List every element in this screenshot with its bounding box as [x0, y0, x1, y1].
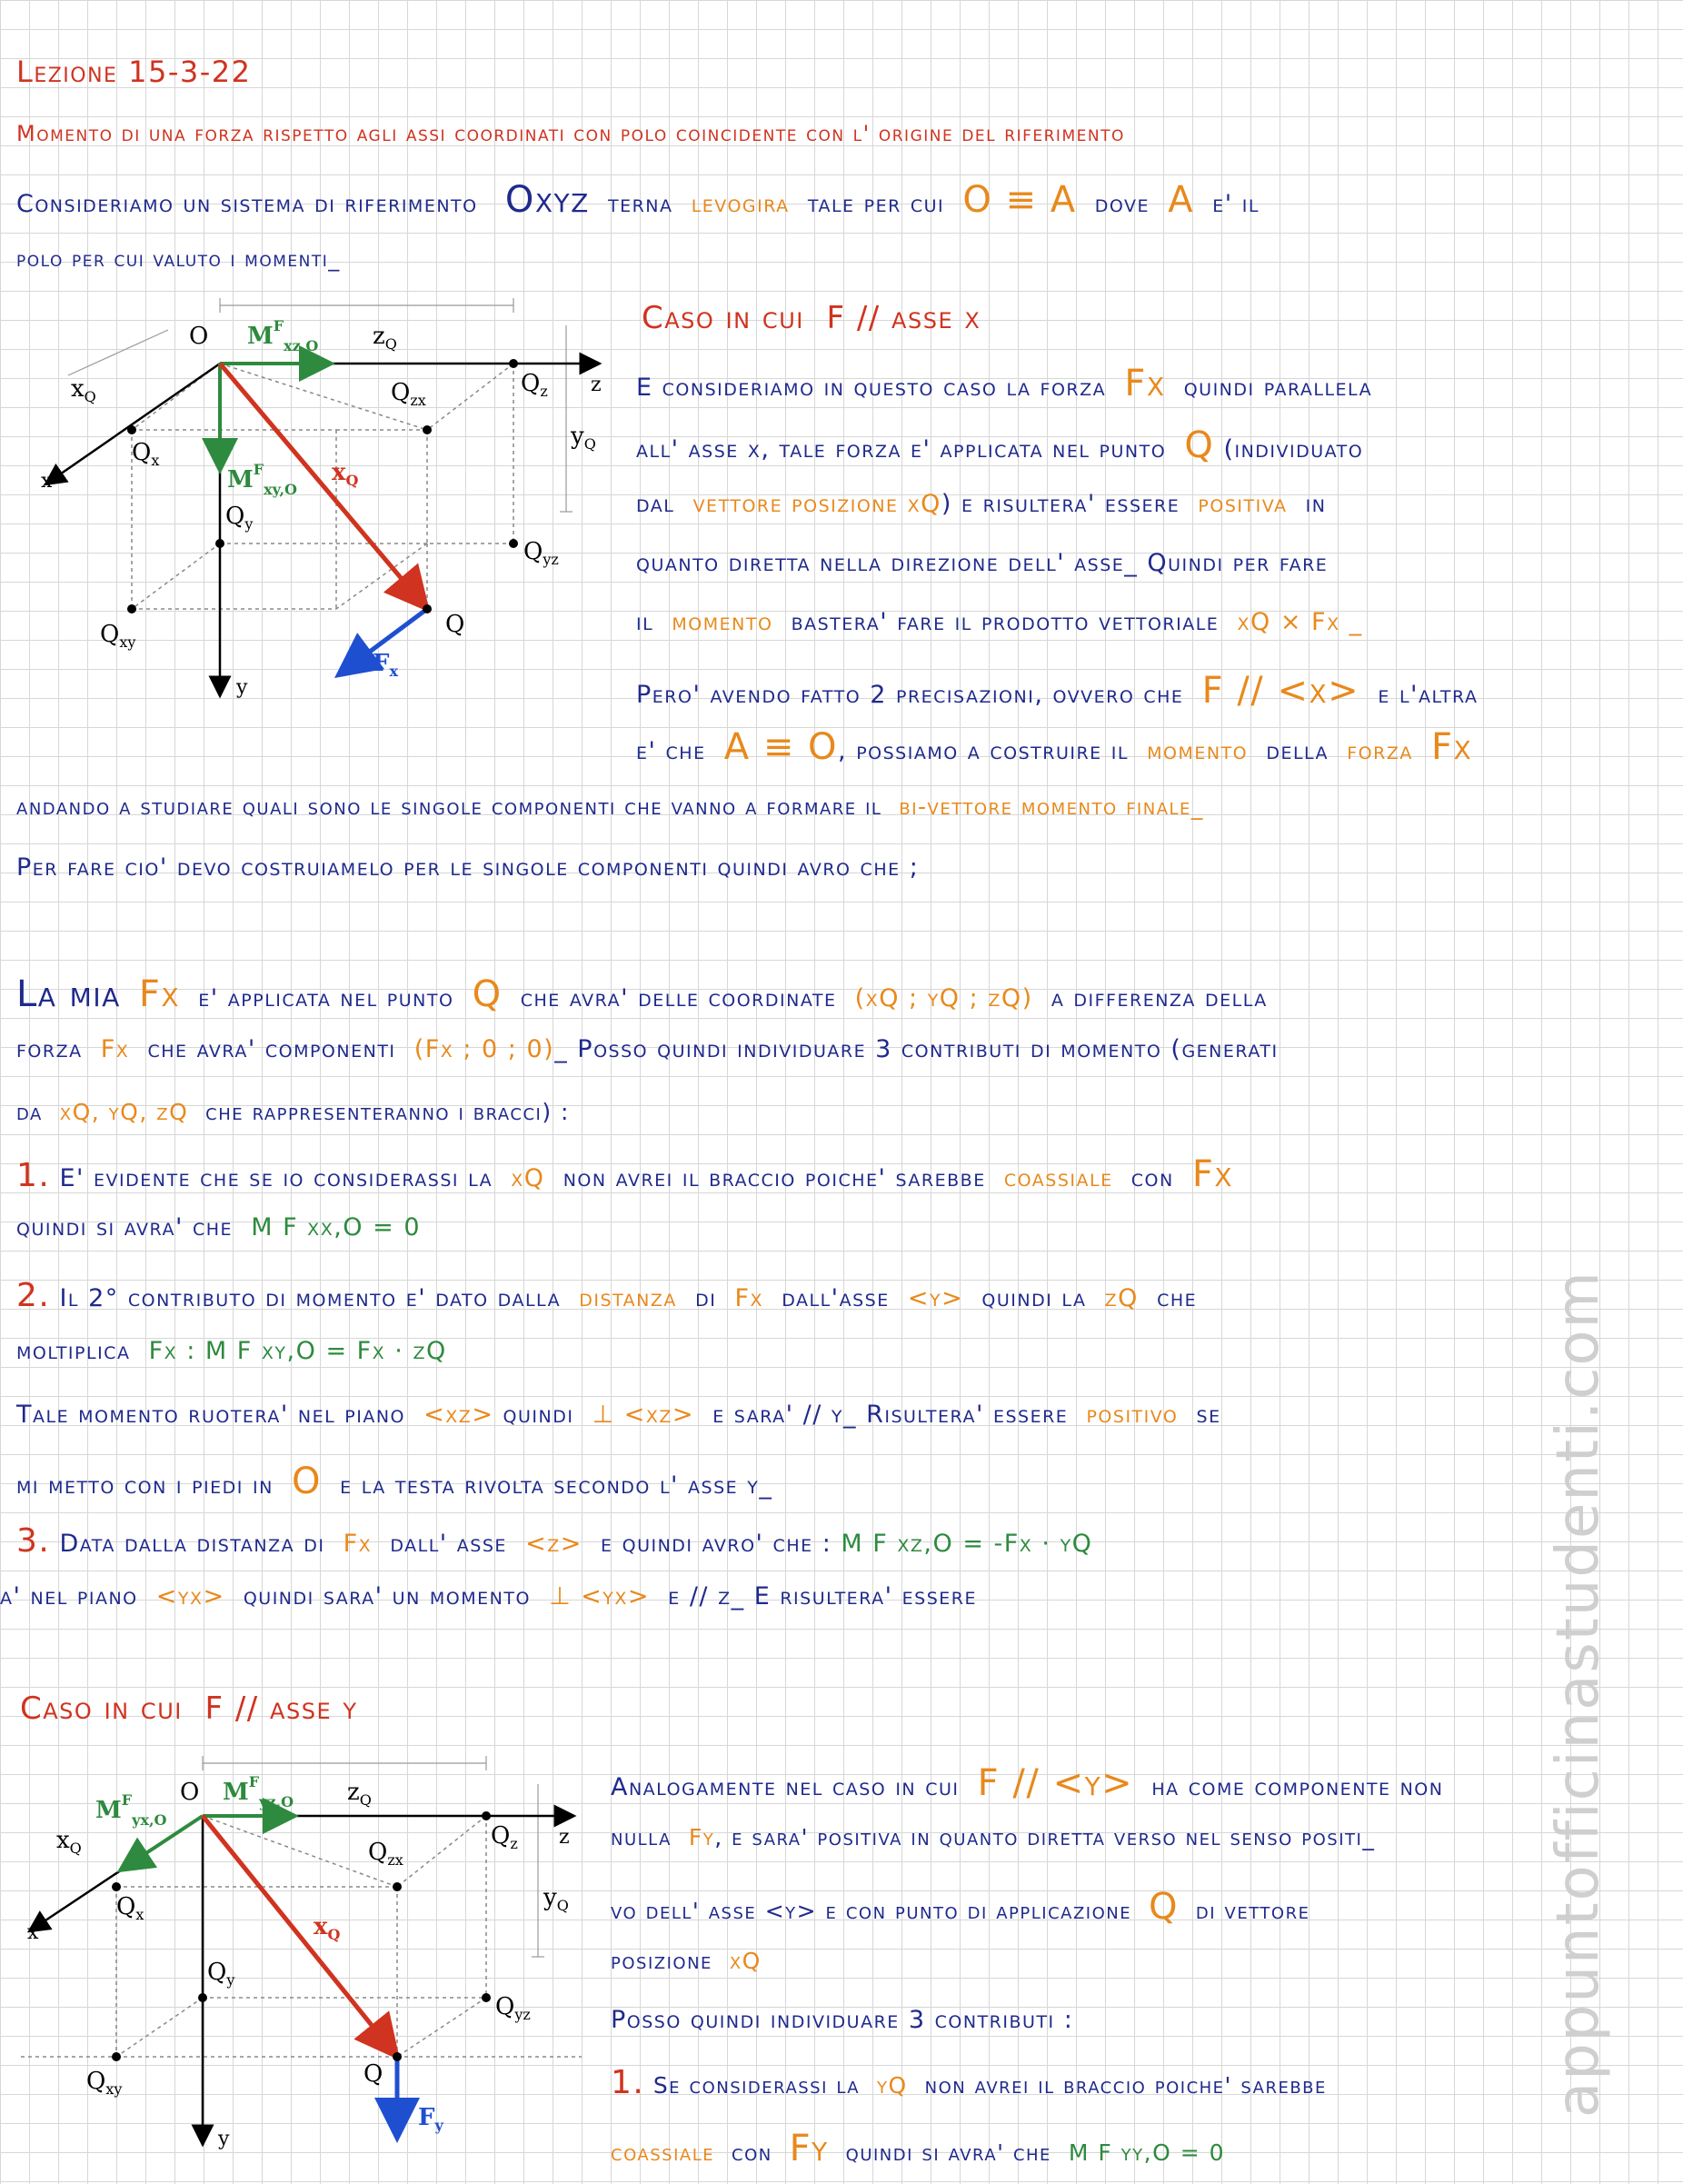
label-qx-2: $Q_x$: [116, 1893, 144, 1923]
label-force-y: $F_y$: [418, 2104, 443, 2134]
label-zq-2: $z_Q$: [347, 1779, 372, 1809]
body-line-2: forza Fx che avra' componenti (Fx ; 0 ; 0)_ Posso quindi individuare 3 contributi di momento (generati: [16, 1035, 1279, 1063]
label-qxy: $Q_{xy}$: [100, 621, 136, 651]
figure-force-parallel-x: [18, 289, 618, 703]
label-qz: $Q_z$: [521, 370, 548, 400]
label-xq: $x_Q$: [71, 375, 96, 405]
case-y-line-4: posizione xQ: [611, 1948, 762, 1974]
label-qz-2: $Q_z$: [491, 1822, 518, 1852]
label-q-2: Q: [363, 2060, 383, 2088]
label-moment-yx: $M^F_{yx,O}$: [95, 1791, 167, 1829]
item-2-line-1: 2. Il 2° contributo di momento e' dato dalla distanza di Fx dall'asse <y> quindi la zQ che: [16, 1277, 1198, 1314]
case-x-line-1: E consideriamo in questo caso la forza Fx quindi parallela: [636, 363, 1373, 404]
label-y-axis: y: [236, 676, 248, 699]
intro-line-1: Consideriamo un sistema di riferimento Oxyz terna levogira tale per cui O ≡ A dove A e' il: [16, 179, 1260, 221]
label-origin: O: [189, 323, 209, 350]
case-x-line-6: Pero' avendo fatto 2 precisazioni, ovvero che F // <x> e l'altra: [636, 670, 1479, 712]
label-position-vector: $x_Q$: [332, 459, 359, 489]
item-2-line-3: Tale momento ruotera' nel piano <xz> quindi ⊥ <xz> e sara' // y_ Risultera' essere positivo se: [16, 1401, 1221, 1429]
case-y-line-2: nulla Fy, e sara' positiva in quanto diretta verso nel senso positi_: [611, 1824, 1376, 1850]
label-x-axis: x: [41, 470, 53, 493]
lesson-title: Lezione 15-3-22: [16, 55, 252, 89]
label-moment-xz: $M^F_{xz,O}$: [247, 317, 319, 354]
label-z-axis-2: z: [559, 1826, 570, 1849]
case-y-title: Caso in cui F // asse y: [20, 1690, 358, 1727]
item-3-line-2: a' nel piano <yx> quindi sara' un momento ⊥ <yx> e // z_ E risultera' essere: [0, 1582, 977, 1611]
case-y-item-1-line-2: coassiale con Fy quindi si avra' che M F yy,O = 0: [611, 2128, 1226, 2169]
label-origin-2: O: [180, 1779, 200, 1806]
label-qyz-2: $Q_{yz}$: [495, 1993, 531, 2023]
label-y-axis-2: y: [218, 2128, 230, 2150]
label-qxy-2: $Q_{xy}$: [86, 2068, 123, 2098]
label-position-vector-2: $x_Q$: [314, 1913, 341, 1943]
body-line-1: La mia Fx e' applicata nel punto Q che avra' delle coordinate (xQ ; yQ ; zQ) a differenza della: [16, 973, 1268, 1015]
label-qyz: $Q_{yz}$: [523, 538, 559, 568]
label-yq-2: $y_Q$: [543, 1884, 569, 1914]
case-y-line-1: Analogamente nel caso in cui F // <y> ha come componente non: [611, 1762, 1444, 1804]
item-2-line-4: mi metto con i piedi in O e la testa rivolta secondo l' asse y_: [16, 1461, 773, 1502]
label-moment-xy: $M^F_{xy,O}$: [227, 461, 297, 498]
label-qy-2: $Q_y$: [207, 1959, 235, 1989]
case-x-line-3: dal vettore posizione xQ) e risultera' essere positiva in: [636, 490, 1327, 518]
item-1-line-2: quindi si avra' che M F xx,O = 0: [16, 1213, 422, 1242]
label-xq-2: $x_Q$: [56, 1827, 82, 1857]
label-qy: $Q_y$: [225, 503, 254, 533]
item-3-line-1: 3. Data dalla distanza di Fx dall' asse <z> e quindi avro' che : M F xz,O = -Fx · yQ: [16, 1522, 1093, 1560]
label-qzx: $Q_{zx}$: [391, 379, 426, 409]
case-x-title: Caso in cui F // asse x: [642, 300, 981, 336]
case-x-line-2: all' asse x, tale forza e' applicata nel punto Q (individuato: [636, 424, 1364, 466]
watermark: appuntofficinastudenti.com: [1545, 1270, 1612, 2118]
figure-force-parallel-y: [18, 1752, 609, 2152]
case-x-line-8: andando a studiare quali sono le singole componenti che vanno a formare il bi-vettore momento finale_: [16, 793, 1204, 820]
label-qx: $Q_x$: [132, 439, 160, 469]
case-y-item-1-line-1: 1. Se considerassi la yQ non avrei il braccio poiche' sarebbe: [611, 2064, 1327, 2101]
case-x-line-7: e' che A ≡ O, possiamo a costruire il momento della forza Fx: [636, 726, 1473, 768]
intro-line-2: polo per cui valuto i momenti_: [16, 246, 341, 272]
case-x-line-4: quanto diretta nella direzione dell' asse_ Quindi per fare: [636, 549, 1329, 577]
case-y-line-3: vo dell' asse <y> e con punto di applicazione Q di vettore: [611, 1886, 1310, 1928]
case-x-line-5: il momento bastera' fare il prodotto vettoriale xQ × Fx _: [636, 608, 1363, 636]
body-line-3: da xQ, yQ, zQ che rappresenteranno i bracci) :: [16, 1099, 570, 1125]
item-2-line-2: moltiplica Fx : M F xy,O = Fx · zQ: [16, 1337, 447, 1365]
label-q: Q: [445, 611, 465, 638]
topic-title: Momento di una forza rispetto agli assi coordinati con polo coincidente con l' origine del riferimento: [16, 121, 1125, 146]
label-z-axis: z: [591, 374, 602, 396]
item-1-line-1: 1. E' evidente che se io considerassi la xQ non avrei il braccio poiche' sarebbe coassiale con Fx: [16, 1153, 1234, 1195]
label-moment-yz: $M^F_{yz,O}$: [223, 1773, 294, 1810]
label-x-axis-2: x: [27, 1921, 39, 1944]
label-zq: $z_Q$: [373, 323, 397, 353]
label-force-x: $F_x$: [373, 650, 399, 680]
label-yq: $y_Q$: [571, 423, 596, 453]
case-y-line-5: Posso quindi individuare 3 contributi :: [611, 2006, 1074, 2034]
label-qzx-2: $Q_{zx}$: [368, 1839, 403, 1869]
case-x-line-9: Per fare cio' devo costruiamelo per le singole componenti quindi avro che ;: [16, 853, 920, 882]
